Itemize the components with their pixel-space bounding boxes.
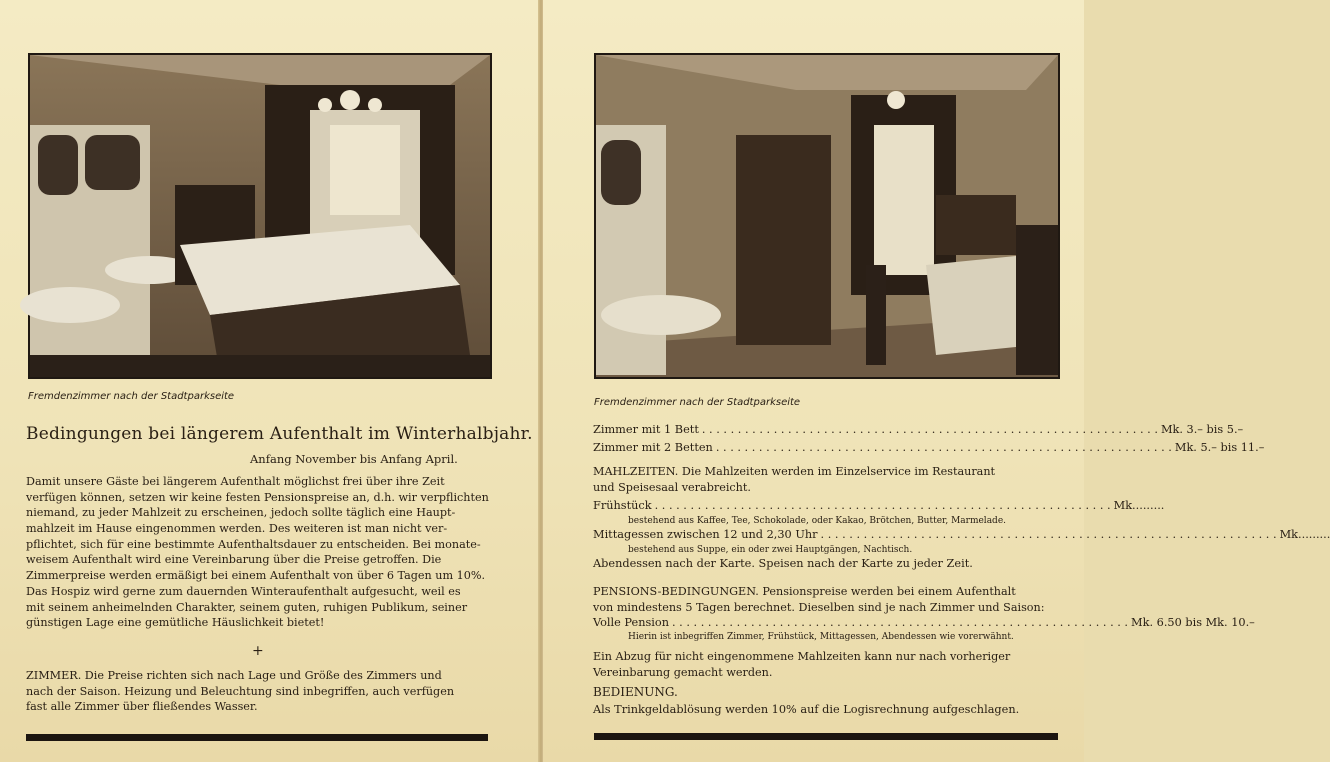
mahlzeiten-paragraph [593, 464, 1061, 495]
meal-price: Mk......... [1113, 499, 1165, 512]
paragraph-line: Damit unsere Gäste bei längerem Aufenthalt möglichst frei über ihre Zeit [26, 475, 445, 488]
abendessen-line: Abendessen nach der Karte. Speisen nach der Karte zu jeder Zeit. [593, 557, 973, 570]
meal-price: Mk......... [1279, 528, 1330, 541]
paragraph-line: verfügen können, setzen wir keine festen Pensionspreise an, d.h. wir verpflichten [26, 490, 489, 504]
room-price-value: Mk. 5.– bis 11.– [1174, 441, 1265, 454]
leader-dots: . . . . . . . . . . . . . . . . . . . . . . . . . . . . . . . . . . . . . . . . . . . . . . . . . . . . . . . . . . . . . . . . [671, 616, 1129, 629]
pension-line: PENSIONS-BEDINGUNGEN. Pensionspreise werden bei einem Aufenthalt [593, 585, 1016, 598]
room-price-2-betten [593, 441, 1265, 454]
abzug-line: Vereinbarung gemacht werden. [593, 665, 773, 679]
zimmer-paragraph [26, 668, 488, 715]
paragraph-line: Das Hospiz wird gerne zum dauernden Winteraufenthalt aufgesucht, weil es [26, 584, 461, 598]
ornament-divider: + [252, 643, 264, 659]
right-page [543, 0, 1330, 762]
zimmer-line: fast alle Zimmer über fließendes Wasser. [26, 700, 258, 714]
paragraph-line: weisem Aufenthalt wird eine Vereinbarung über die Preise getroffen. Die [26, 553, 442, 567]
volle-pension-note: Hierin ist inbegriffen Zimmer, Frühstück, Mittagessen, Abendessen wie vorerwähnt. [628, 632, 1014, 642]
left-page [0, 0, 541, 762]
leader-dots: . . . . . . . . . . . . . . . . . . . . . . . . . . . . . . . . . . . . . . . . . . . . . . . . . . . . . . . . . . . . . . . . [701, 423, 1158, 436]
fruehstueck-row [593, 499, 1165, 512]
pension-price: Mk. 6.50 bis Mk. 10.– [1131, 616, 1255, 629]
paragraph-line: Zimmerpreise werden ermäßigt bei einem Aufenthalt von über 6 Tagen um 10%. [26, 569, 486, 583]
bedroom-photo-left [28, 53, 492, 379]
paragraph-line: günstigen Lage eine gemütliche Häuslichkeit bietet! [26, 616, 325, 630]
winter-conditions-paragraph [26, 474, 488, 631]
abzug-paragraph [593, 649, 1061, 680]
volle-pension-row [593, 616, 1255, 629]
leader-dots: . . . . . . . . . . . . . . . . . . . . . . . . . . . . . . . . . . . . . . . . . . . . . . . . . . . . . . . . . . . . . . . . [715, 441, 1172, 454]
room-price-value: Mk. 3.– bis 5.– [1160, 423, 1244, 436]
mittagessen-note: bestehend aus Suppe, ein oder zwei Hauptgängen, Nachtisch. [628, 545, 913, 555]
photo-caption-right: Fremdenzimmer nach der Stadtparkseite [594, 397, 801, 408]
mahlzeiten-line: und Speisesaal verabreicht. [593, 480, 751, 494]
bedienung-title: BEDIENUNG. [593, 685, 678, 699]
zimmer-line: ZIMMER. Die Preise richten sich nach Lage und Größe des Zimmers und [26, 669, 442, 682]
mittagessen-row [593, 528, 1330, 541]
pension-line: von mindestens 5 Tagen berechnet. Dieselben sind je nach Zimmer und Saison: [593, 600, 1045, 614]
pension-label: Volle Pension [593, 616, 669, 629]
bedroom-photo-right [594, 53, 1060, 379]
bedroom-illustration [596, 55, 1058, 377]
leader-dots: . . . . . . . . . . . . . . . . . . . . . . . . . . . . . . . . . . . . . . . . . . . . . . . . . . . . . . . . . . . . . . . . [654, 499, 1111, 512]
season-dates: Anfang November bis Anfang April. [250, 452, 458, 466]
paragraph-line: mahlzeit im Hause eingenommen werden. Des weiteren ist man nicht ver- [26, 522, 448, 536]
bottom-rule-left [26, 734, 488, 741]
abzug-line: Ein Abzug für nicht eingenommene Mahlzeiten kann nur nach vorheriger [593, 650, 1011, 663]
room-type-label: Zimmer mit 1 Bett [593, 423, 699, 436]
bottom-rule-right [594, 733, 1058, 740]
pension-paragraph [593, 584, 1061, 615]
bedroom-illustration [30, 55, 490, 377]
photo-caption-left: Fremdenzimmer nach der Stadtparkseite [28, 391, 235, 402]
room-price-1-bett [593, 423, 1244, 436]
paragraph-line: mit seinem anheimelnden Charakter, seinem guten, ruhigen Publikum, seiner [26, 600, 468, 614]
fruehstueck-note: bestehend aus Kaffee, Tee, Schokolade, oder Kakao, Brötchen, Butter, Marmelade. [628, 516, 1007, 526]
room-type-label: Zimmer mit 2 Betten [593, 441, 713, 454]
meal-label: Frühstück [593, 499, 652, 512]
zimmer-line: nach der Saison. Heizung und Beleuchtung sind inbegriffen, auch verfügen [26, 684, 455, 698]
page-title: Bedingungen bei längerem Aufenthalt im Winterhalbjahr. [26, 424, 533, 444]
meal-label: Mittagessen zwischen 12 und 2,30 Uhr [593, 528, 818, 541]
leader-dots: . . . . . . . . . . . . . . . . . . . . . . . . . . . . . . . . . . . . . . . . . . . . . . . . . . . . . . . . . . . . . . . . [820, 528, 1277, 541]
paragraph-line: niemand, zu jeder Mahlzeit zu erscheinen, jedoch sollte täglich eine Haupt- [26, 506, 456, 520]
mahlzeiten-line: MAHLZEITEN. Die Mahlzeiten werden im Einzelservice im Restaurant [593, 465, 996, 478]
bedienung-text: Als Trinkgeldablösung werden 10% auf die Logisrechnung aufgeschlagen. [593, 703, 1020, 716]
paragraph-line: pflichtet, sich für eine bestimmte Aufenthaltsdauer zu entscheiden. Bei monate- [26, 537, 481, 551]
